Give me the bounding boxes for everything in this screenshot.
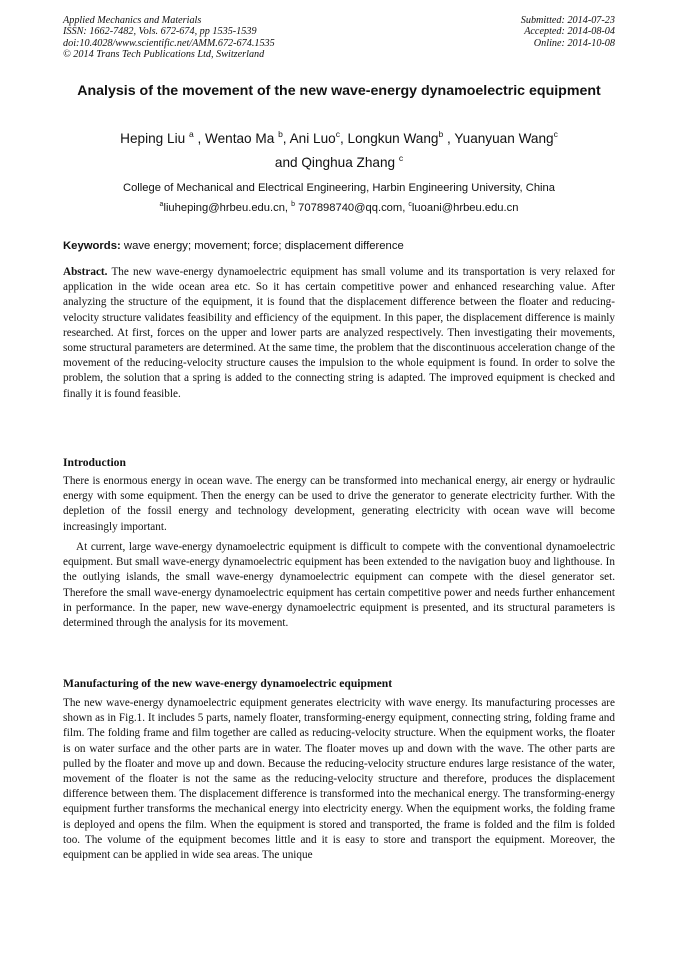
abstract-label: Abstract. <box>63 266 108 278</box>
journal-info <box>63 15 275 60</box>
author-mark: b <box>278 129 283 139</box>
author-name: Ani Luo <box>289 131 336 146</box>
abstract-text: The new wave-energy dynamoelectric equipment has small volume and its transportation is very relaxed for application in the wide ocean area etc. So it has certain competitive power and enhanced researching value. After analyzing the structure of the equipment, it is found that the displacement difference between the floater and reducing-velocity structure validates feasibility and efficiency of the equipment. In this paper, the displacement difference is mainly researched. At first, forces on the upper and lower parts are analyzed respectively. Then investigating their movements, some structural parameters are determined. At the same time, the problem that the discontinuous acceleration change of the movement of the reducing-velocity structure causes the impulsion to the whole equipment is found. In order to solve the problem, the solution that a spring is added to the connecting string is adapted. The improved equipment is checked and finally it is found feasible. <box>63 266 615 400</box>
email-address[interactable]: liuheping@hrbeu.edu.cn <box>163 202 285 214</box>
author-name: Longkun Wang <box>347 131 439 146</box>
email-address[interactable]: 707898740@qq.com <box>298 202 403 214</box>
introduction-paragraph-2: At current, large wave-energy dynamoelectric equipment is difficult to compete with the conventional dynamoelectric equipment. But small wave-energy dynamoelectric equipment has been extended to the navigation buoy and lighthouse. In the outlying islands, the small wave-energy dynamoelectric equipment can compete with the diesel generator set. Therefore the small wave-energy dynamoelectric equipment has certain competitive power and needs further enhancement in performance. In the paper, new wave-energy dynamoelectric equipment is presented, and its structural parameters is determined through the analysis for its movement. <box>63 541 615 630</box>
author-connector: and <box>274 155 298 170</box>
author-name: Wentao Ma <box>205 131 275 146</box>
keywords-label: Keywords: <box>63 240 121 252</box>
submitted-date: Submitted: 2014-07-23 <box>520 15 615 26</box>
email-address[interactable]: luoani@hrbeu.edu.cn <box>411 202 519 214</box>
author-mark: c <box>335 129 340 139</box>
introduction-paragraph-1: There is enormous energy in ocean wave. The energy can be transformed into mechanical energy, air energy or hydraulic energy with some equipment. Then the energy can be used to drive the generator to generate electricity further. With the depletion of the fossil energy and technology development, generating electricity with ocean wave will become increasingly important. <box>63 475 615 533</box>
author-mark: c <box>398 153 404 163</box>
email-mark: c <box>408 201 412 208</box>
author-mark: c <box>553 129 558 139</box>
publication-dates <box>521 15 615 49</box>
author-name: Yuanyuan Wang <box>454 131 554 146</box>
section-heading-manufacturing: Manufacturing of the new wave-energy dynamoelectric equipment <box>63 677 393 690</box>
manufacturing-paragraph-1: The new wave-energy dynamoelectric equipment generates electricity with wave energy. Its manufacturing processes are shown as in Fig.1. It includes 5 parts, namely floater, transforming-energy equipment, connecting string, folding frame and film. The folding frame and film together are called as reducing-velocity structure. When the equipment works, the floater is on water surface and the other parts are in water. The floater moves up and down with the wave. The other parts are pulled by the floater and move up and down. Because the reducing-velocity structure endures large resistance of the water, movement of the floater is not the same as the reducing-velocity structure and therefore, produces the displacement difference between them. The displacement difference is transformed into the mechanical energy. The transforming-energy equipment further transforms the mechanical energy into electricity energy. When the equipment works, the folding frame is deployed and opens the film. When the equipment is stored and transported, the frame is folded and the film is folded too. The volume of the equipment becomes little and it is easy to store and transport the equipment. Moreover, the equipment can be applied in wide sea areas. The unique <box>63 697 615 862</box>
section-heading-introduction: Introduction <box>63 456 126 469</box>
paper-title: Analysis of the movement of the new wave-energy dynamoelectric equipment <box>77 83 601 99</box>
author-name: Qinghua Zhang <box>301 155 396 170</box>
journal-name: Applied Mechanics and Materials <box>63 15 202 26</box>
journal-doi: doi:10.4028/www.scientific.net/AMM.672-674.1535 <box>63 37 275 49</box>
journal-issn: ISSN: 1662-7482, Vols. 672-674, pp 1535-1539 <box>63 26 257 38</box>
email-mark: b <box>291 201 296 208</box>
online-date: Online: 2014-10-08 <box>533 37 615 49</box>
author-mark: a <box>188 129 194 139</box>
author-list: Heping Liu $^a$ , Wentao Ma $^b$, Ani Luo$^c$, Longkun Wang$^b$ , Yuanyuan Wang$^c$ and Qinghua Zhang $^c$ <box>120 129 558 170</box>
author-name: Heping Liu <box>120 131 186 146</box>
author-mark: b <box>438 129 444 139</box>
accepted-date: Accepted: 2014-08-04 <box>524 26 615 38</box>
affiliation: College of Mechanical and Electrical Engineering, Harbin Engineering University, China <box>123 182 555 194</box>
abstract <box>63 265 615 402</box>
keywords-text: wave energy; movement; force; displacement difference <box>123 240 404 252</box>
author-emails: $^a$liuheping@hrbeu.edu.cn, $^b$ 707898740@qq.com, $^c$luoani@hrbeu.edu.cn <box>159 201 519 214</box>
journal-copyright: © 2014 Trans Tech Publications Ltd, Switzerland <box>63 48 265 60</box>
keywords-line <box>63 239 615 253</box>
email-mark: a <box>159 201 164 208</box>
